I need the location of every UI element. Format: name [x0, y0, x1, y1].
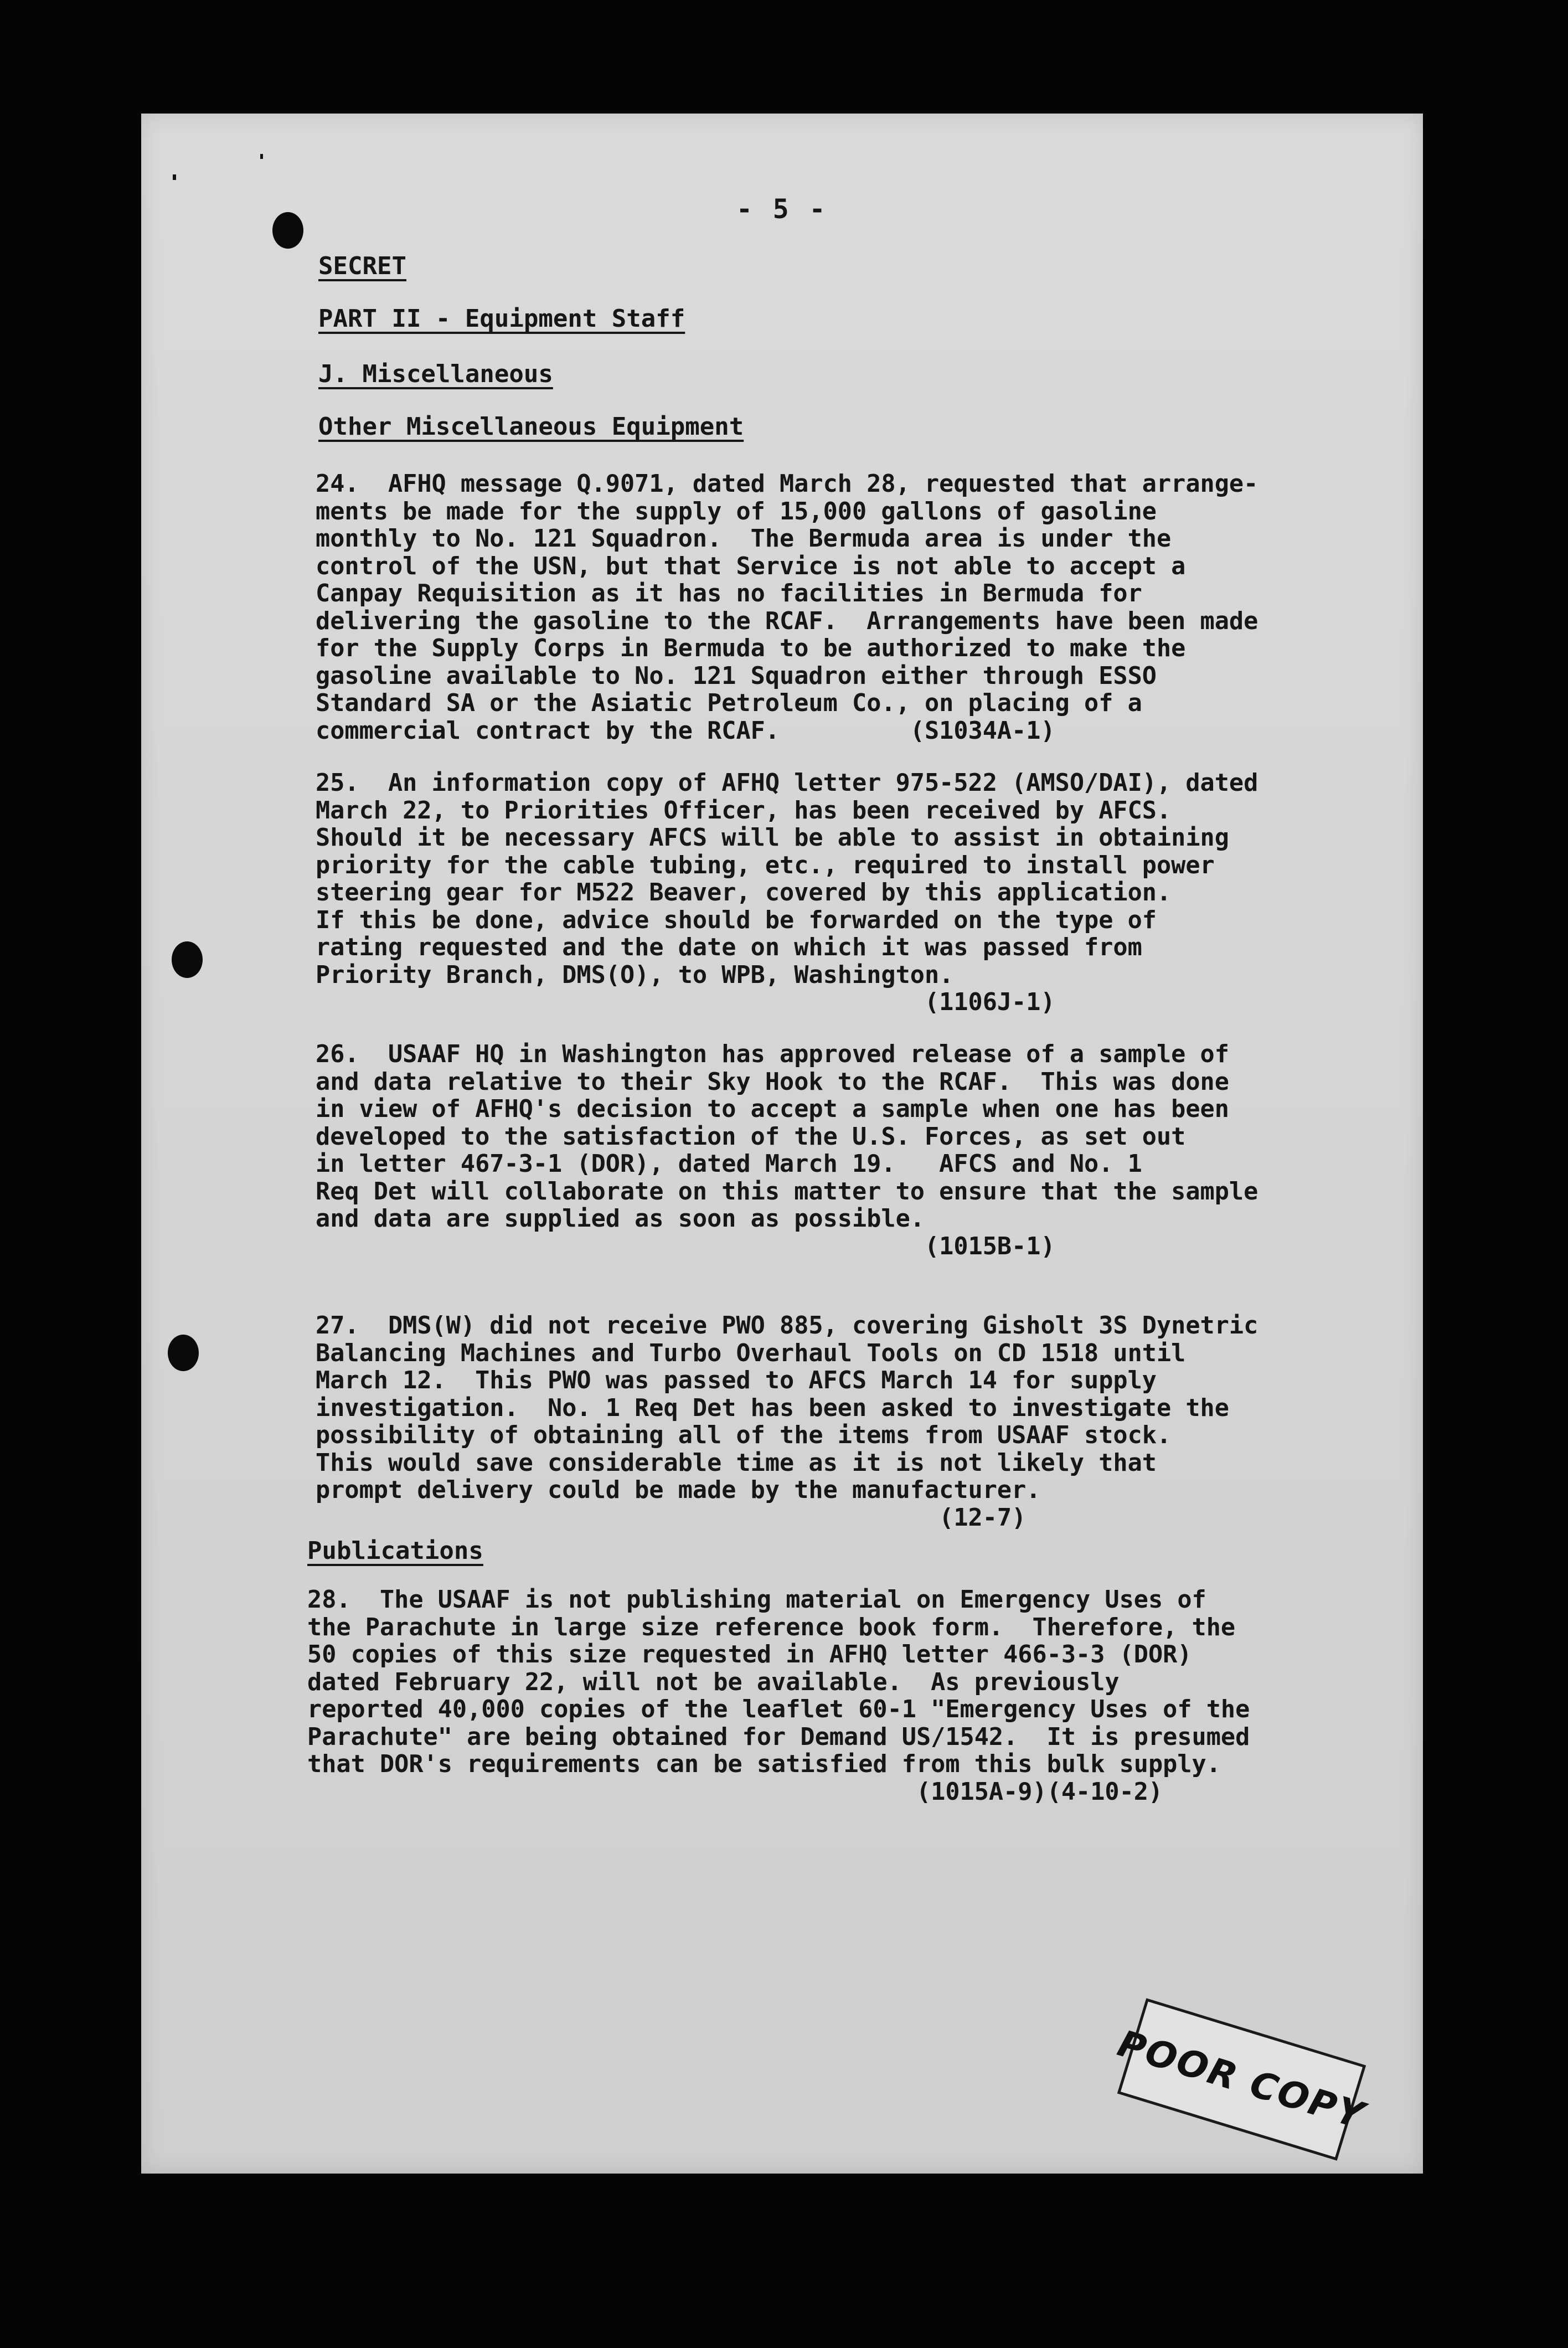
stamp-label: POOR COPY — [1113, 2021, 1370, 2138]
paragraph-24: 24. AFHQ message Q.9071, dated March 28, requested that arrange- ments be made for the supply of 15,000 gallons of gasoline monthly to No. 121 Squadron. The Bermuda area is under the control of the USN, but that Service is not able to accept a Canpay Requisition as it has no facilities in Bermuda for delivering the gasoline to the RCAF. Arrangements have been made for the Supply Corps in Bermuda to be authorized to make the gasoline available to No. 121 Squadron either through ESSO Standard SA or the Asiatic Petroleum Co., on placing of a commercial contract by the RCAF. (S1034A-1) — [316, 470, 1258, 745]
paragraph-28: 28. The USAAF is not publishing material on Emergency Uses of the Parachute in large size reference book form. Therefore, the 50 copies of this size requested in AFHQ letter 466-3-3 (DOR) dated February 22, will not be available. As previously reported 40,000 copies of the leaflet 60-1 "Emergency Uses of the Parachute" are being obtained for Demand US/1542. It is presumed that DOR's requirements can be satisfied from this bulk supply. (1015A-9)(4-10-2) — [307, 1586, 1250, 1806]
publications-heading: Publications — [307, 1537, 483, 1565]
classification-heading: SECRET — [318, 252, 406, 280]
paragraph-25: 25. An information copy of AFHQ letter 975-522 (AMSO/DAI), dated March 22, to Priorities Officer, has been received by AFCS. Should it be necessary AFCS will be able to assist in obtaining priority for the cable tubing, etc., required to install power steering gear for M522 Beaver, covered by this application. If this be done, advice should be forwarded on the type of rating requested and the date on which it was passed from Priority Branch, DMS(O), to WPB, Washington. (1106J-1) — [316, 769, 1258, 1016]
part-heading: PART II - Equipment Staff — [318, 305, 685, 333]
subsection-heading: Other Miscellaneous Equipment — [318, 413, 744, 441]
page-number: - 5 - — [736, 194, 828, 225]
section-heading: J. Miscellaneous — [318, 360, 553, 388]
paragraph-26: 26. USAAF HQ in Washington has approved release of a sample of and data relative to their Sky Hook to the RCAF. This was done in view of AFHQ's decision to accept a sample when one has been developed to the satisfaction of the U.S. Forces, as set out in letter 467-3-1 (DOR), dated March 19. AFCS and No. 1 Req Det will collaborate on this matter to ensure that the sample and data are supplied as soon as possible. (1015B-1) — [316, 1041, 1258, 1260]
paragraph-27: 27. DMS(W) did not receive PWO 885, covering Gisholt 3S Dynetric Balancing Machines and Turbo Overhaul Tools on CD 1518 until March 12. This PWO was passed to AFCS March 14 for supply investigation. No. 1 Req Det has been asked to investigate the possibility of obtaining all of the items from USAAF stock. This would save considerable time as it is not likely that prompt delivery could be made by the manufacturer. (12-7) — [316, 1312, 1258, 1532]
